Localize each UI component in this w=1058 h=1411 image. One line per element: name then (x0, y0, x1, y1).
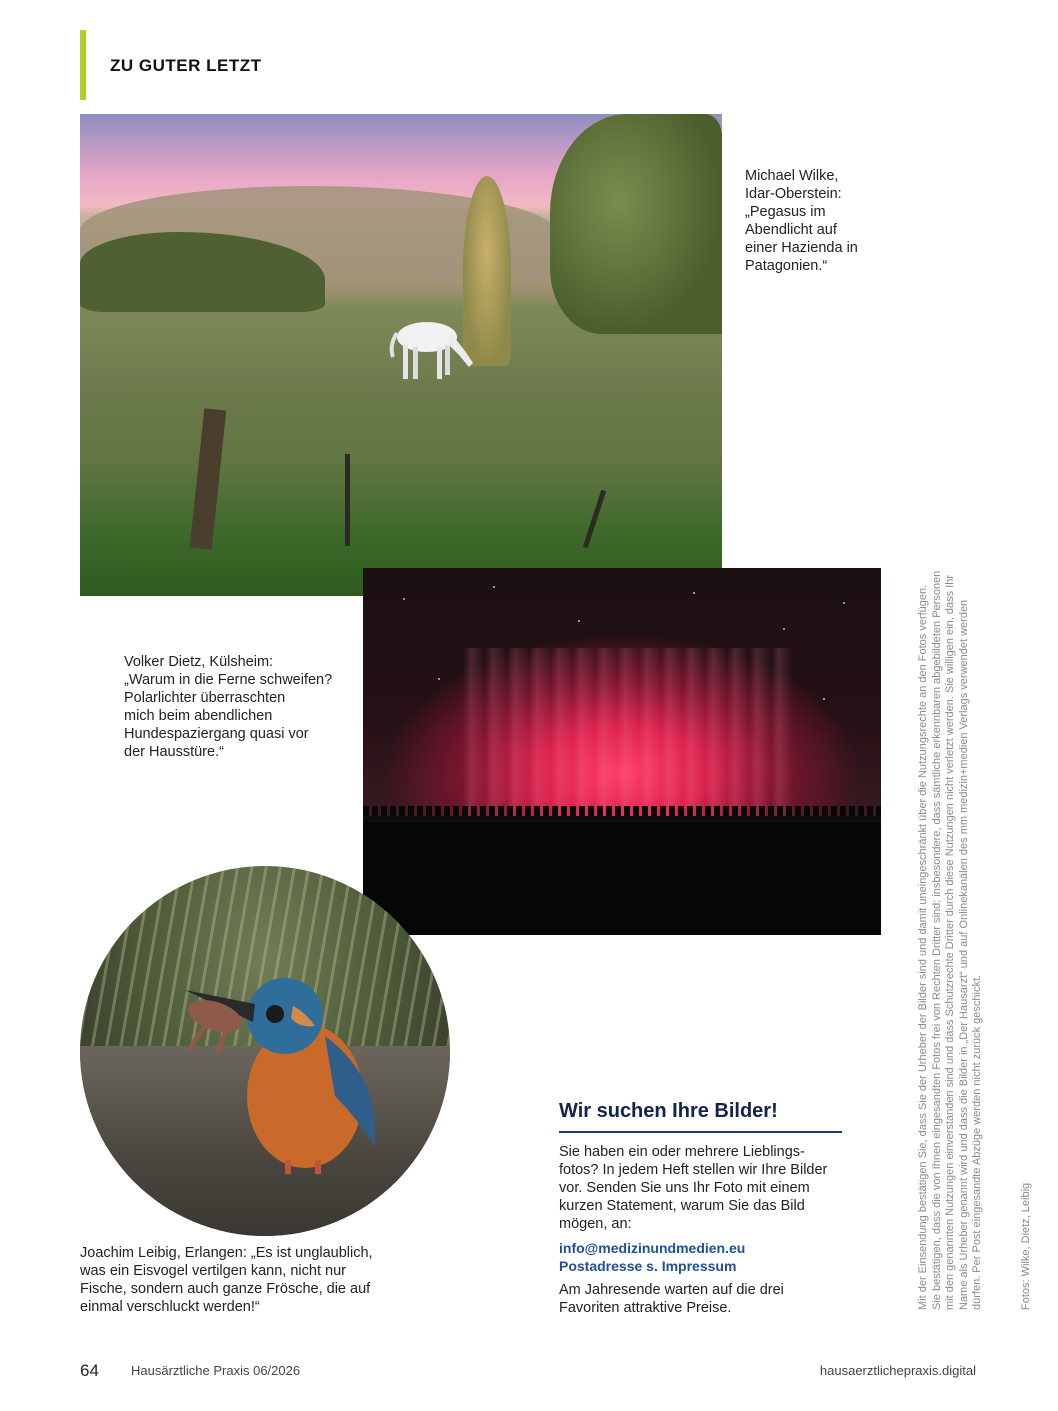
caption-line: Polarlichter überraschten (124, 690, 286, 706)
caption-line: „Pegasus im (745, 204, 826, 220)
star (693, 592, 695, 594)
star (578, 620, 580, 622)
star (438, 678, 440, 680)
caption-line: Michael Wilke, (745, 168, 839, 184)
section-title: ZU GUTER LETZT (110, 56, 262, 75)
call-box-divider (559, 1131, 842, 1133)
photo-fence-post (345, 454, 350, 546)
body-line: vor. Senden Sie uns Ihr Foto mit einem (559, 1180, 810, 1196)
caption-wilke (745, 167, 875, 275)
caption-line: Idar-Oberstein: (745, 186, 842, 202)
call-box-body (559, 1143, 844, 1233)
body-line: mögen, an: (559, 1216, 632, 1232)
caption-dietz (124, 653, 354, 761)
star (403, 598, 405, 600)
caption-line: was ein Eisvogel vertilgen kann, nicht nur (80, 1263, 346, 1279)
postal-address-note: Postadresse s. Impressum (559, 1258, 737, 1274)
caption-line: einmal verschluckt werden!“ (80, 1299, 260, 1315)
caption-line: Volker Dietz, Külsheim: (124, 654, 274, 670)
photo-credits: Fotos: Wilke, Dietz, Leibig (1020, 1182, 1032, 1310)
closing-line: Am Jahresende warten auf die drei (559, 1282, 784, 1298)
caption-line: einer Hazienda in (745, 240, 858, 256)
caption-line: Patagonien.“ (745, 258, 828, 274)
caption-line: Abendlicht auf (745, 222, 837, 238)
body-line: Sie haben ein oder mehrere Lieblings- (559, 1144, 805, 1160)
star (823, 698, 825, 700)
photo-kingfisher (80, 866, 450, 1236)
star (783, 628, 785, 630)
star (843, 602, 845, 604)
photo-horse (80, 114, 722, 596)
caption-line: Hundespaziergang quasi vor (124, 726, 309, 742)
body-line: kurzen Statement, warum Sie das Bild (559, 1198, 805, 1214)
kingfisher-figure (175, 946, 405, 1176)
caption-leibig (80, 1244, 400, 1316)
call-box-title: Wir suchen Ihre Bilder! (559, 1100, 778, 1122)
caption-line: „Warum in die Ferne schweifen? (124, 672, 333, 688)
star (493, 586, 495, 588)
closing-line: Favoriten attraktive Preise. (559, 1300, 732, 1316)
photo-fence-post (583, 490, 606, 549)
photo-poplar-grove (550, 114, 722, 334)
caption-line: Fische, sondern auch ganze Frösche, die auf (80, 1281, 371, 1297)
caption-line: mich beim abendlichen (124, 708, 273, 724)
caption-line: Joachim Leibig, Erlangen: „Es ist unglaublich, (80, 1245, 373, 1261)
caption-line: der Hausstüre.“ (124, 744, 224, 760)
legal-notice: Mit der Einsendung bestätigen Sie, dass Sie der Urheber der Bilder sind und damit uneingeschränkt über die Nutzungsrechte an den Fotos verfügen. Sie bestätigen, dass die von Ihnen eingesandten Fotos frei von Rechten Dritter sind; insbesondere, dass sämtliche erkennbaren abgebildeten Personen mit den genannten Nutzungen einverstanden sind und dass Schutzrechte Dritter durch diese Nutzungen nicht verletzt werden. Sie willigen ein, dass Ihr Name als Urheber genannt wird und dass die Bilder in „Der Hausarzt“ und auf Onlinekanälen des mm medizin+medien Verlags verwendet werden dürfen. Per Post eingesandte Abzüge werden nicht zurück geschickt. (917, 570, 983, 1310)
footer-url[interactable]: hausaerztlichepraxis.digital (819, 1363, 976, 1378)
call-box-closing (559, 1281, 829, 1317)
page-number: 64 (80, 1361, 99, 1380)
footer-journal: Hausärztliche Praxis 06/2026 (131, 1363, 301, 1378)
body-line: fotos? In jedem Heft stellen wir Ihre Bilder (559, 1162, 828, 1178)
section-accent-bar (80, 30, 86, 100)
photo-fence-post (190, 408, 227, 550)
email-link[interactable]: info@medizinundmedien.eu (559, 1240, 746, 1256)
horse-figure (385, 311, 477, 383)
